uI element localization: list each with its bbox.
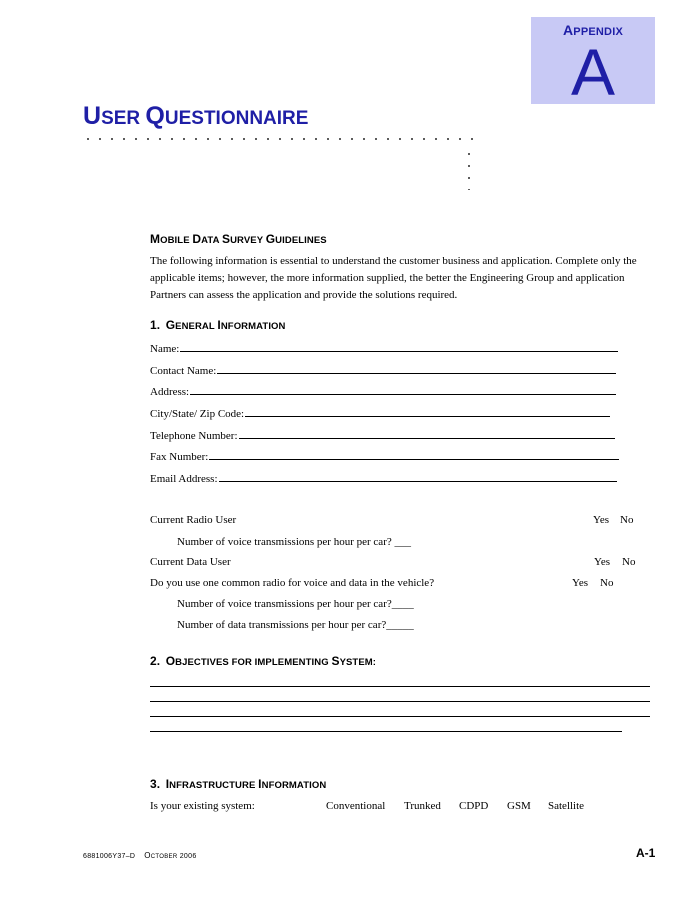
current-radio-user-label: Current Radio User: [150, 514, 237, 526]
voice-transmissions-question-2: Number of voice transmissions per hour per car?____: [177, 598, 414, 610]
option-trunked[interactable]: Trunked: [404, 800, 441, 812]
footer-year: 2006: [179, 853, 197, 860]
appendix-tab: [531, 17, 655, 109]
heading-initial: D: [192, 232, 202, 246]
heading-rest: YSTEM:: [339, 657, 377, 668]
common-radio-question: Do you use one common radio for voice and data in the vehicle?: [150, 577, 435, 589]
contact-name-label: Contact Name:: [150, 365, 217, 377]
objectives-line-4[interactable]: [150, 731, 622, 732]
title-initial-1: U: [83, 102, 102, 130]
address-line[interactable]: [190, 384, 616, 395]
heading-rest: BJECTIVES FOR IMPLEMENTING: [175, 657, 329, 668]
option-cdpd[interactable]: CDPD: [459, 800, 489, 812]
data-user-yes[interactable]: Yes: [594, 556, 611, 568]
heading-rest: UIDELINES: [275, 235, 327, 246]
heading-rest: NFORMATION: [220, 321, 286, 332]
survey-guidelines-heading: [150, 232, 327, 246]
heading-rest: ATA: [201, 235, 220, 246]
radio-user-no[interactable]: No: [620, 514, 634, 526]
objectives-heading: [150, 654, 376, 668]
email-field[interactable]: [150, 471, 617, 485]
footer-doc-info: [83, 851, 197, 860]
heading-rest: OBILE: [160, 235, 190, 246]
contact-name-field[interactable]: [150, 363, 616, 377]
page-number: A-1: [636, 846, 656, 860]
heading-initial: S: [221, 232, 231, 246]
infrastructure-heading: [150, 777, 326, 791]
city-state-zip-label: City/State/ Zip Code:: [150, 408, 245, 420]
heading-initial: O: [165, 654, 176, 668]
option-gsm[interactable]: GSM: [507, 800, 531, 812]
city-state-zip-field[interactable]: [150, 406, 610, 420]
email-label: Email Address:: [150, 473, 218, 485]
heading-initial: G: [265, 232, 276, 246]
address-label: Address:: [150, 386, 190, 398]
heading-initial: I: [258, 777, 262, 791]
voice-transmissions-question: Number of voice transmissions per hour per car? ___: [177, 536, 411, 548]
option-satellite[interactable]: Satellite: [548, 800, 585, 812]
data-user-no[interactable]: No: [622, 556, 636, 568]
appendix-letter: A: [570, 35, 616, 109]
heading-rest: NFRASTRUCTURE: [169, 780, 256, 791]
heading-rest: ENERAL: [175, 321, 215, 332]
general-information-heading: [150, 318, 286, 332]
name-field[interactable]: [150, 341, 618, 355]
option-conventional[interactable]: Conventional: [326, 800, 386, 812]
heading-initial: I: [165, 777, 170, 791]
heading-rest: URVEY: [230, 235, 263, 246]
current-data-user-label: Current Data User: [150, 556, 231, 568]
heading-rest: NFORMATION: [261, 780, 327, 791]
address-field[interactable]: [150, 384, 616, 398]
appendix-label-initial: A: [562, 22, 574, 38]
footer-doc-number: 6881006Y37–D: [83, 853, 136, 860]
telephone-line[interactable]: [239, 428, 615, 439]
section-number: 1.: [150, 318, 161, 332]
name-line[interactable]: [180, 341, 618, 352]
email-line[interactable]: [219, 471, 617, 482]
existing-system-label: Is your existing system:: [150, 800, 255, 812]
data-transmissions-question: Number of data transmissions per hour per car?_____: [177, 619, 414, 631]
title-initial-2: Q: [145, 102, 165, 130]
heading-initial: I: [217, 318, 221, 332]
objectives-line-1[interactable]: [150, 686, 650, 687]
heading-initial: G: [165, 318, 176, 332]
common-radio-no[interactable]: No: [600, 577, 614, 589]
telephone-label: Telephone Number:: [150, 430, 238, 442]
title-rest-1: SER: [101, 108, 141, 129]
heading-initial: S: [331, 654, 340, 668]
appendix-label-rest: PPENDIX: [573, 26, 623, 38]
title-rest-2: UESTIONNAIRE: [164, 108, 309, 129]
fax-field[interactable]: [150, 449, 619, 463]
page-title: [83, 102, 308, 131]
section-number: 3.: [150, 777, 161, 791]
city-state-zip-line[interactable]: [245, 406, 610, 417]
dotted-rule-vertical: [467, 148, 471, 190]
objectives-line-2[interactable]: [150, 701, 650, 702]
name-label: Name:: [150, 343, 180, 355]
footer-month-initial: O: [144, 851, 151, 860]
contact-name-line[interactable]: [217, 363, 616, 374]
survey-guidelines-paragraph: The following information is essential to understand the customer business and application. Complete only the applicable items; however, the more information supplied, the better the Engineering Group and application Partners can assess the application and provide the solutions required.: [150, 255, 637, 301]
dotted-rule-horizontal: [82, 137, 474, 141]
objectives-line-3[interactable]: [150, 716, 650, 717]
footer-month-rest: CTOBER: [150, 854, 178, 860]
common-radio-yes[interactable]: Yes: [572, 577, 589, 589]
section-number: 2.: [150, 654, 161, 668]
heading-initial: M: [150, 232, 161, 246]
radio-user-yes[interactable]: Yes: [593, 514, 610, 526]
telephone-field[interactable]: [150, 428, 615, 442]
fax-label: Fax Number:: [150, 451, 209, 463]
fax-line[interactable]: [209, 449, 619, 460]
